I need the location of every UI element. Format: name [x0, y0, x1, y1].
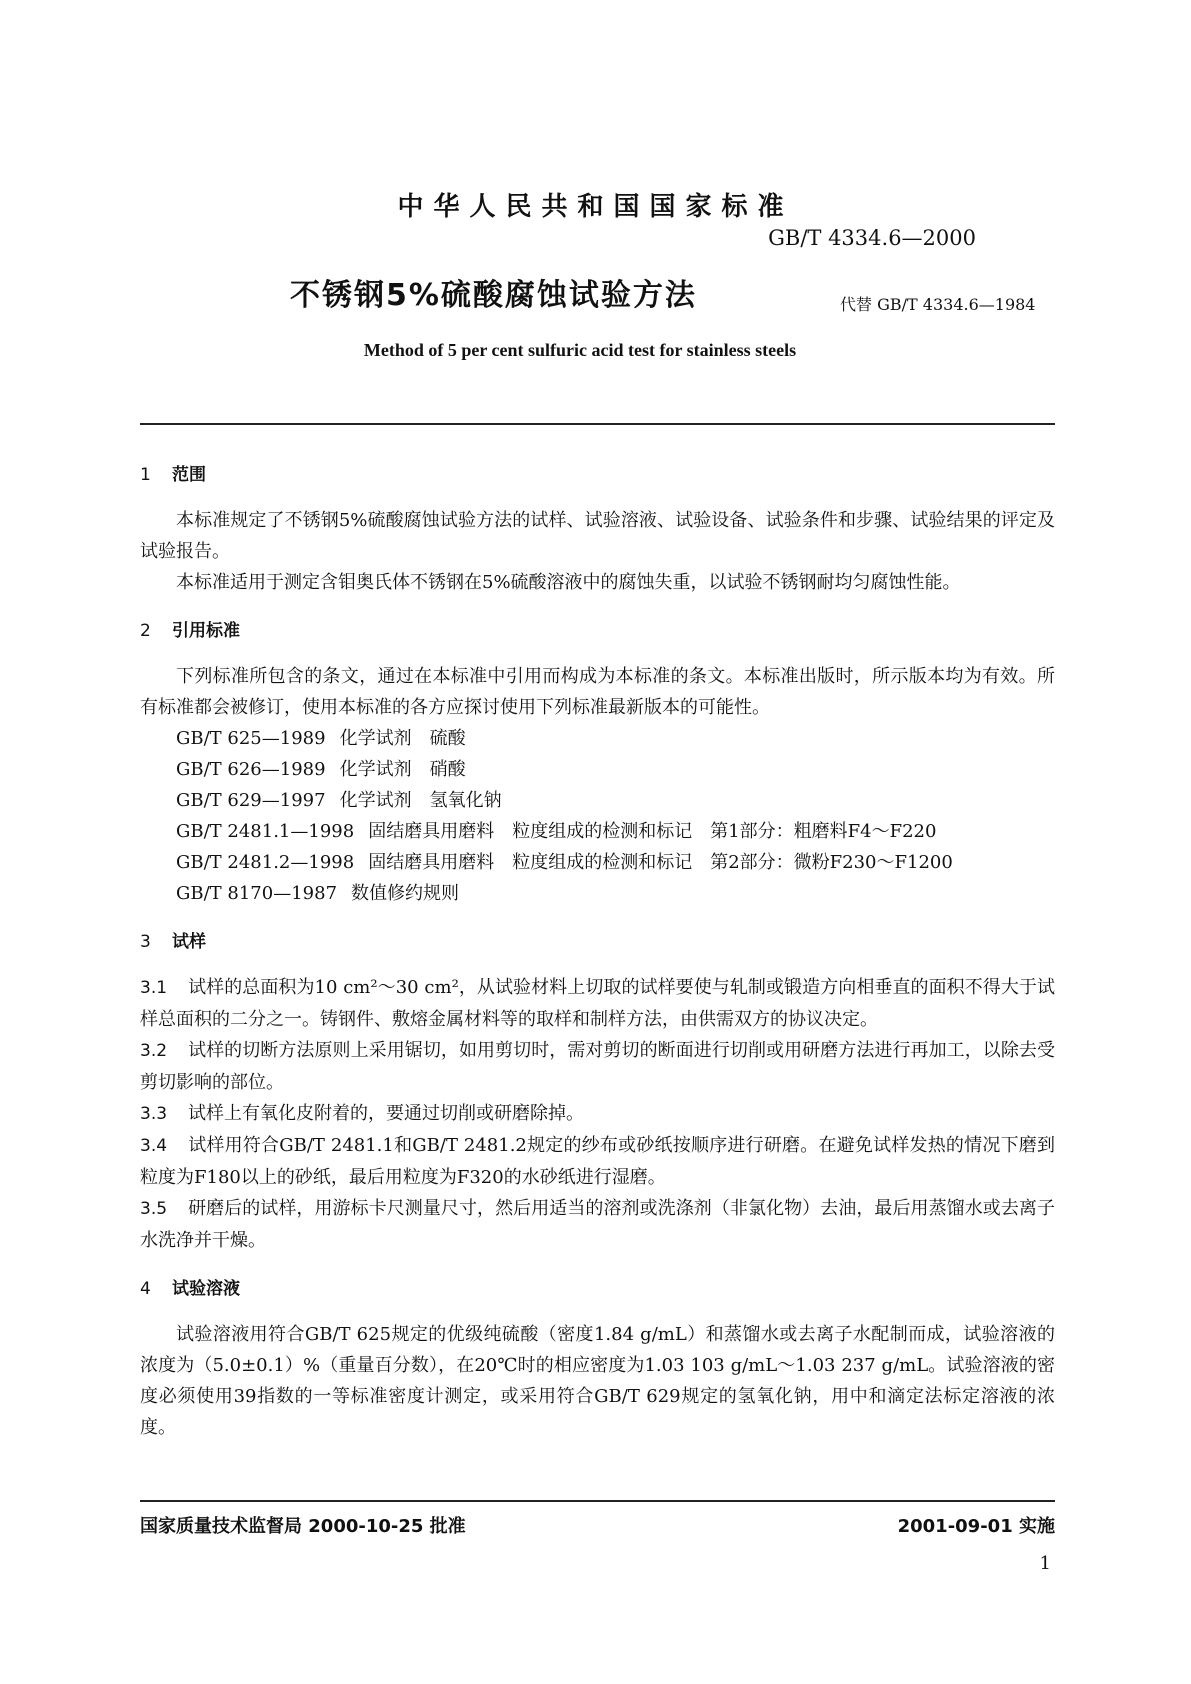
section-title: 范围	[172, 465, 206, 485]
standard-code: GB/T 4334.6—2000	[768, 226, 976, 250]
reference-list	[140, 723, 1055, 909]
clause-text: 试样的总面积为10 cm²～30 cm²，从试验材料上切取的试样要使与轧制或锻造方向相垂直的面积不得大于试样总面积的二分之一。铸钢件、敷熔金属材料等的取样和制样方法，由供需双方的协议决定。	[140, 977, 1055, 1030]
clause-text: 试样用符合GB/T 2481.1和GB/T 2481.2规定的纱布或砂纸按顺序进行研磨。在避免试样发热的情况下磨到粒度为F180以上的砂纸，最后用粒度为F320的水砂纸进行湿磨。	[140, 1135, 1055, 1188]
clause	[140, 1098, 1055, 1130]
reference-item	[176, 878, 1055, 909]
clause	[140, 1035, 1055, 1098]
section-heading	[140, 460, 1055, 491]
section-number: 2	[140, 621, 151, 641]
clause	[140, 1193, 1055, 1256]
clause-text: 试样上有氧化皮附着的，要通过切削或研磨除掉。	[188, 1103, 584, 1124]
reference-code: GB/T 2481.2—1998	[176, 852, 355, 873]
paragraph: 下列标准所包含的条文，通过在本标准中引用而构成为本标准的条文。本标准出版时，所示版本均为有效。所有标准都会被修订，使用本标准的各方应探讨使用下列标准最新版本的可能性。	[140, 666, 1055, 718]
clause-number: 3.2	[140, 1041, 168, 1061]
footer-divider	[140, 1500, 1055, 1502]
paragraph: 本标准规定了不锈钢5%硫酸腐蚀试验方法的试样、试验溶液、试验设备、试验条件和步骤、试验结果的评定及试验报告。	[140, 510, 1055, 562]
section-number: 4	[140, 1279, 151, 1299]
section-title: 试验溶液	[172, 1279, 240, 1299]
reference-title: 固结磨具用磨料 粒度组成的检测和标记 第1部分：粗磨料F4～F220	[368, 821, 937, 842]
clause-number: 3.4	[140, 1136, 168, 1156]
section-title: 引用标准	[172, 621, 240, 641]
reference-code: GB/T 626—1989	[176, 759, 326, 780]
clause-number: 3.3	[140, 1104, 168, 1124]
reference-code: GB/T 625—1989	[176, 728, 326, 749]
clause	[140, 1130, 1055, 1193]
section-heading	[140, 616, 1055, 647]
page-number: 1	[1039, 1553, 1051, 1574]
reference-title: 化学试剂 硝酸	[339, 759, 466, 780]
document-title: 不锈钢5%硫酸腐蚀试验方法	[290, 278, 697, 313]
reference-title: 化学试剂 氢氧化钠	[339, 790, 502, 811]
reference-item	[176, 785, 1055, 816]
reference-code: GB/T 8170—1987	[176, 883, 338, 904]
approval-note: 国家质量技术监督局 2000-10-25 批准	[140, 1516, 466, 1537]
reference-item	[176, 723, 1055, 754]
paragraph: 试验溶液用符合GB/T 625规定的优级纯硫酸（密度1.84 g/mL）和蒸馏水或去离子水配制而成，试验溶液的浓度为（5.0±0.1）%（重量百分数），在20℃时的相应密度为1.03 103 g/mL～1.03 237 g/mL。试验溶液的密度必须使用39指数的一等标准密度计测定，或采用符合GB/T 629规定的氢氧化钠，用中和滴定法标定溶液的浓度。	[140, 1324, 1055, 1438]
effective-date: 2001-09-01 实施	[897, 1516, 1055, 1537]
reference-title: 固结磨具用磨料 粒度组成的检测和标记 第2部分：微粉F230～F1200	[368, 852, 953, 873]
paragraph: 本标准适用于测定含钼奥氏体不锈钢在5%硫酸溶液中的腐蚀失重，以试验不锈钢耐均匀腐蚀性能。	[176, 572, 961, 593]
reference-item	[176, 816, 1055, 847]
national-standard-title: 中华人民共和国国家标准	[397, 192, 794, 222]
clause-text: 研磨后的试样，用游标卡尺测量尺寸，然后用适当的溶剂或洗涤剂（非氯化物）去油，最后用蒸馏水或去离子水洗净并干燥。	[140, 1198, 1055, 1251]
header-divider	[140, 423, 1055, 425]
reference-item	[176, 847, 1055, 878]
section-number: 3	[140, 932, 151, 952]
clause-number: 3.1	[140, 978, 168, 998]
reference-item	[176, 754, 1055, 785]
replaces-note: 代替 GB/T 4334.6—1984	[840, 295, 1036, 314]
clause-number: 3.5	[140, 1199, 168, 1219]
clause-text: 试样的切断方法原则上采用锯切，如用剪切时，需对剪切的断面进行切削或用研磨方法进行再加工，以除去受剪切影响的部位。	[140, 1040, 1055, 1093]
document-body	[140, 460, 1055, 1443]
section-heading	[140, 1274, 1055, 1305]
section-title: 试样	[172, 932, 206, 952]
reference-title: 数值修约规则	[351, 883, 460, 904]
section-heading	[140, 927, 1055, 958]
reference-code: GB/T 2481.1—1998	[176, 821, 355, 842]
clause	[140, 972, 1055, 1035]
reference-title: 化学试剂 硫酸	[339, 728, 466, 749]
reference-code: GB/T 629—1997	[176, 790, 326, 811]
english-title: Method of 5 per cent sulfuric acid test for stainless steels	[363, 340, 797, 360]
section-number: 1	[140, 465, 151, 485]
